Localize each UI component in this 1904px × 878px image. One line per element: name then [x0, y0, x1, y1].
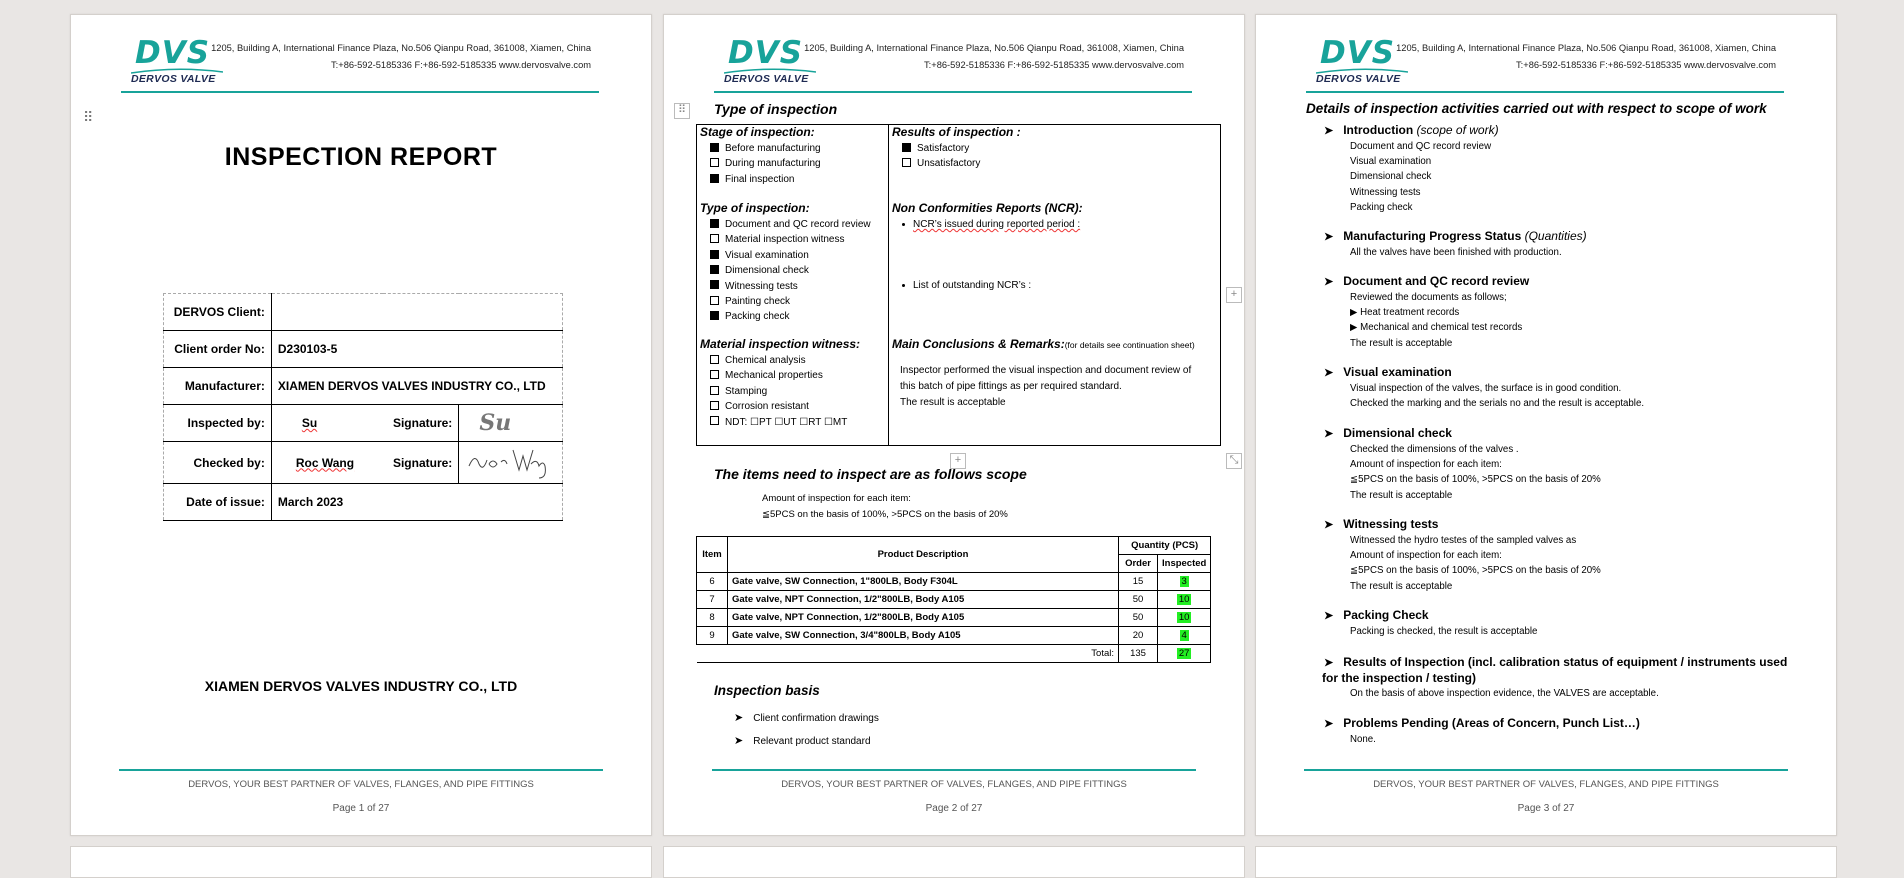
- checkbox-icon[interactable]: [710, 370, 719, 379]
- logo-text: DERVOS VALVE: [724, 73, 809, 85]
- results-heading-3: Results of Inspection (incl. calibration status of equipment / instruments used: [1343, 655, 1788, 669]
- col-inspected: Inspected: [1158, 555, 1211, 573]
- inspected-value: 10: [1178, 594, 1190, 605]
- results-item-label: Satisfactory: [917, 143, 970, 154]
- inspected-by-label: Inspected by:: [164, 405, 272, 442]
- material-item-label: Stamping: [725, 385, 768, 397]
- logo-text: DERVOS VALVE: [1316, 73, 1401, 85]
- material-item[interactable]: [700, 415, 860, 430]
- page-header: [1314, 35, 1776, 97]
- stage-item-label: During manufacturing: [725, 158, 821, 170]
- section-visual: ➤ Visual examination Visual inspection of the valves, the surface is in good condition. Checked the marking and the serials no and the result is acceptable.: [1324, 365, 1794, 411]
- section-packing: ➤ Packing Check Packing is checked, the result is acceptable: [1324, 608, 1794, 639]
- cell-desc: Gate valve, NPT Connection, 1/2"800LB, Body A105: [728, 591, 1119, 609]
- inspected-value: 3: [1181, 576, 1187, 587]
- progress-note: (Quantities): [1524, 229, 1587, 243]
- conclusions-line-1: Inspector performed the visual inspection and document review of: [900, 365, 1192, 376]
- detail-line: Witnessing tests: [1350, 186, 1421, 198]
- date-label: Date of issue:: [164, 484, 272, 521]
- basis-title: Inspection basis: [714, 683, 820, 698]
- detail-line: ≦5PCS on the basis of 100%, >5PCS on the basis of 20%: [1350, 474, 1601, 486]
- type-item[interactable]: [700, 248, 871, 263]
- conclusions-section: [892, 337, 1217, 411]
- cell-desc: Gate valve, NPT Connection, 1/2"800LB, Body A105: [728, 609, 1119, 627]
- material-section: [700, 337, 860, 430]
- header-address: 1205, Building A, International Finance Plaza, No.506 Qianpu Road, 361008, Xiamen, China: [211, 43, 591, 53]
- checkbox-icon[interactable]: [902, 158, 911, 167]
- cell-item: 6: [697, 573, 728, 591]
- table-row: [697, 573, 1211, 591]
- add-column-icon[interactable]: +: [1226, 287, 1242, 303]
- items-table: [696, 536, 1211, 663]
- document-page-1: [70, 14, 652, 836]
- material-item-label: NDT: ☐PT ☐UT ☐RT ☐MT: [725, 416, 848, 428]
- type-item-label: Painting check: [725, 295, 791, 307]
- inspected-value: 4: [1181, 630, 1187, 641]
- header-contacts: T:+86-592-5185336 F:+86-592-5185335 www.dervosvalve.com: [331, 60, 591, 70]
- page-number: Page 1 of 27: [332, 803, 390, 814]
- material-item[interactable]: [700, 399, 860, 414]
- logo-mark: DVS: [1320, 35, 1396, 71]
- basis-item-1: Client confirmation drawings: [753, 713, 879, 724]
- scope-text: [762, 491, 1008, 523]
- checkbox-icon[interactable]: [710, 311, 719, 320]
- checked-by-label: Checked by:: [164, 442, 272, 484]
- order-value[interactable]: D230103-5: [271, 331, 562, 368]
- results-item[interactable]: [892, 156, 1021, 171]
- progress-heading: Manufacturing Progress Status: [1343, 229, 1522, 243]
- ncr-section: [892, 201, 1083, 294]
- conclusions-heading: Main Conclusions & Remarks:: [892, 337, 1065, 351]
- detail-line: Visual inspection of the valves, the surface is in good condition.: [1350, 383, 1622, 394]
- cell-item: 8: [697, 609, 728, 627]
- results-item-label: Unsatisfactory: [917, 158, 981, 170]
- detail-line: On the basis of above inspection evidence, the VALVES are acceptable.: [1350, 688, 1659, 699]
- type-item[interactable]: [700, 217, 871, 232]
- document-review-heading: Document and QC record review: [1343, 274, 1530, 288]
- conclusions-note: (for details see continuation sheet): [1064, 340, 1195, 350]
- client-label: DERVOS Client:: [164, 294, 272, 331]
- footer-slogan: DERVOS, YOUR BEST PARTNER OF VALVES, FLANGES, AND PIPE FITTINGS: [781, 779, 1127, 790]
- date-value[interactable]: March 2023: [271, 484, 562, 521]
- checkbox-icon[interactable]: [710, 401, 719, 410]
- material-item[interactable]: [700, 384, 860, 399]
- type-item[interactable]: [700, 279, 871, 294]
- material-item[interactable]: [700, 353, 860, 368]
- document-review-line: ▶ Mechanical and chemical test records: [1350, 322, 1523, 334]
- header-contacts: T:+86-592-5185336 F:+86-592-5185335 www.dervosvalve.com: [924, 60, 1184, 70]
- total-label: Total:: [697, 645, 1119, 663]
- dimensional-heading: Dimensional check: [1343, 426, 1452, 440]
- visual-heading: Visual examination: [1343, 365, 1452, 379]
- checkbox-icon[interactable]: [710, 416, 719, 425]
- detail-line: Visual examination: [1350, 156, 1432, 168]
- checkbox-icon[interactable]: [710, 296, 719, 305]
- basis-item-2: Relevant product standard: [753, 736, 871, 747]
- document-page-3: [1255, 14, 1837, 836]
- footer-rule: [119, 769, 603, 771]
- material-item[interactable]: [700, 368, 860, 383]
- type-item[interactable]: [700, 294, 871, 309]
- witnessing-heading: Witnessing tests: [1343, 517, 1439, 531]
- section-document-review: ➤ Document and QC record review Reviewed the documents as follows; ▶ Heat treatment records ▶ Mechanical and chemical test records The result is acceptable: [1324, 274, 1794, 351]
- problems-heading: Problems Pending (Areas of Concern, Punch List…): [1343, 716, 1640, 730]
- material-item-label: Chemical analysis: [725, 355, 806, 366]
- stage-item[interactable]: [700, 156, 821, 171]
- type-heading: Type of inspection:: [700, 201, 810, 215]
- checkbox-icon[interactable]: [710, 250, 719, 259]
- checkbox-icon[interactable]: [710, 265, 719, 274]
- section-progress: ➤ Manufacturing Progress Status (Quantities) All the valves have been finished with production.: [1324, 229, 1794, 260]
- col-item: Item: [697, 537, 728, 573]
- logo-text: DERVOS VALVE: [131, 73, 216, 85]
- scope-line-1: Amount of inspection for each item:: [762, 493, 911, 504]
- logo-mark: DVS: [728, 35, 804, 71]
- results-item[interactable]: [892, 141, 1021, 156]
- results-section: [892, 125, 1021, 172]
- detail-line: Document and QC record review: [1350, 141, 1492, 152]
- inspected-by-name: Su: [301, 416, 318, 430]
- section-introduction: ➤ Introduction (scope of work) Document and QC record review Visual examination Dimensional check Witnessing tests Packing check: [1324, 123, 1794, 215]
- section-witnessing: ➤ Witnessing tests Witnessed the hydro testes of the sampled valves as Amount of inspection for each item: ≦5PCS on the basis of 100%, >5PCS on the basis of 20% The result is acceptable: [1324, 517, 1794, 594]
- ncr-heading: Non Conformities Reports (NCR):: [892, 201, 1083, 215]
- material-heading: Material inspection witness:: [700, 337, 861, 351]
- basis-item: ➤ Client confirmation drawings: [734, 712, 879, 724]
- introduction-heading: Introduction: [1343, 123, 1414, 137]
- stage-heading: Stage of inspection:: [700, 125, 815, 139]
- document-page-4-top: [70, 846, 652, 878]
- cell-desc: Gate valve, SW Connection, 1"800LB, Body F304L: [728, 573, 1119, 591]
- type-item-label: Visual examination: [725, 249, 809, 261]
- document-review-line: ▶ Heat treatment records: [1350, 307, 1460, 319]
- checkbox-icon[interactable]: [710, 386, 719, 395]
- detail-line: Checked the dimensions of the valves .: [1350, 444, 1519, 455]
- cell-order: 50: [1119, 609, 1158, 627]
- order-label: Client order No:: [164, 331, 272, 368]
- cell-inspected: [1158, 627, 1211, 645]
- checkbox-icon[interactable]: [710, 143, 719, 152]
- detail-line: Witnessed the hydro testes of the sampled valves as: [1350, 535, 1577, 546]
- type-section: [700, 201, 871, 325]
- type-item-label: Dimensional check: [725, 265, 809, 277]
- company-name: XIAMEN DERVOS VALVES INDUSTRY CO., LTD: [204, 678, 518, 694]
- document-review-line: The result is acceptable: [1350, 337, 1453, 349]
- document-page-6-top: [1255, 846, 1837, 878]
- table-row: [697, 627, 1211, 645]
- stage-item-label: Before manufacturing: [725, 143, 821, 154]
- header-contacts: T:+86-592-5185336 F:+86-592-5185335 www.dervosvalve.com: [1516, 60, 1776, 70]
- cell-order: 15: [1119, 573, 1158, 591]
- table-move-handle-icon[interactable]: ⠿: [674, 103, 690, 119]
- section-dimensional: ➤ Dimensional check Checked the dimensions of the valves . Amount of inspection for each item: ≦5PCS on the basis of 100%, >5PCS on the basis of 20% The result is acceptable: [1324, 426, 1794, 503]
- checkbox-icon[interactable]: [710, 280, 719, 289]
- page-number: Page 2 of 27: [925, 803, 983, 814]
- detail-line: None.: [1350, 734, 1376, 745]
- checkbox-icon[interactable]: [710, 355, 719, 364]
- checkbox-icon[interactable]: [710, 158, 719, 167]
- table-drag-handle-icon[interactable]: ⠿: [83, 109, 94, 125]
- checkbox-icon[interactable]: [902, 143, 911, 152]
- document-page-5-top: [663, 846, 1245, 878]
- checkbox-icon[interactable]: [710, 234, 719, 243]
- footer-rule: [1304, 769, 1788, 771]
- detail-line: Packing is checked, the result is acceptable: [1350, 626, 1538, 637]
- results-heading: Results of inspection :: [892, 125, 1021, 139]
- conclusions-line-3: The result is acceptable: [900, 397, 1006, 408]
- footer-slogan: DERVOS, YOUR BEST PARTNER OF VALVES, FLANGES, AND PIPE FITTINGS: [1373, 779, 1719, 790]
- detail-line: ≦5PCS on the basis of 100%, >5PCS on the basis of 20%: [1350, 565, 1601, 577]
- checkbox-icon[interactable]: [710, 219, 719, 228]
- cell-inspected: [1158, 609, 1211, 627]
- checkbox-icon[interactable]: [710, 174, 719, 183]
- signature-label: Signature:: [383, 405, 459, 442]
- detail-line: Amount of inspection for each item:: [1350, 459, 1502, 471]
- ncr-outstanding: List of outstanding NCR’s :: [913, 280, 1032, 292]
- total-inspected: 27: [1178, 648, 1190, 659]
- checker-signature: [459, 442, 563, 484]
- type-of-inspection-title: Type of inspection: [714, 101, 838, 117]
- stage-item[interactable]: [700, 172, 821, 187]
- col-qty: Quantity (PCS): [1119, 537, 1211, 555]
- stage-section: [700, 125, 821, 187]
- detail-line: Amount of inspection for each item:: [1350, 550, 1502, 562]
- detail-line: Checked the marking and the serials no and the result is acceptable.: [1350, 398, 1645, 410]
- page-number: Page 3 of 27: [1517, 803, 1575, 814]
- detail-line: Packing check: [1350, 201, 1413, 213]
- table-row: [697, 591, 1211, 609]
- type-item[interactable]: [700, 263, 871, 278]
- report-info-table: [163, 293, 563, 521]
- col-desc: Product Description: [728, 537, 1119, 573]
- basis-item: ➤ Relevant product standard: [734, 735, 871, 747]
- report-title: INSPECTION REPORT: [224, 143, 498, 171]
- document-page-2: [663, 14, 1245, 836]
- document-review-line: Reviewed the documents as follows;: [1350, 292, 1507, 303]
- page-header: [129, 35, 591, 97]
- material-item-label: Mechanical properties: [725, 370, 823, 382]
- section-results: ➤ Results of Inspection (incl. calibration status of equipment / instruments used for the inspection / testing) On the basis of above inspection evidence, the VALVES are acceptable.: [1324, 655, 1794, 701]
- footer-slogan: DERVOS, YOUR BEST PARTNER OF VALVES, FLANGES, AND PIPE FITTINGS: [188, 779, 534, 790]
- resize-table-icon[interactable]: ⤡: [1226, 453, 1242, 469]
- header-rule: [1306, 91, 1784, 93]
- detail-line: The result is acceptable: [1350, 489, 1453, 501]
- type-item-label: Witnessing tests: [725, 280, 798, 292]
- col-order: Order: [1119, 555, 1158, 573]
- details-title: Details of inspection activities carried out with respect to scope of work: [1306, 101, 1767, 116]
- detail-line: The result is acceptable: [1350, 580, 1453, 592]
- type-item-label: Packing check: [725, 311, 790, 323]
- material-item-label: Corrosion resistant: [725, 401, 809, 413]
- cell-desc: Gate valve, SW Connection, 3/4"800LB, Body A105: [728, 627, 1119, 645]
- cell-inspected: [1158, 591, 1211, 609]
- conclusions-line-2: this batch of pipe fittings as per required standard.: [900, 381, 1122, 392]
- inspected-value: 10: [1178, 612, 1190, 623]
- cell-order: 20: [1119, 627, 1158, 645]
- cell-order: 50: [1119, 591, 1158, 609]
- type-item-label: Material inspection witness: [725, 234, 845, 246]
- ncr-issued: NCR’s issued during reported period :: [913, 219, 1081, 230]
- add-row-icon[interactable]: +: [950, 453, 966, 469]
- page-header: [722, 35, 1184, 97]
- type-item[interactable]: [700, 309, 871, 324]
- manufacturer-value[interactable]: XIAMEN DERVOS VALVES INDUSTRY CO., LTD: [271, 368, 562, 405]
- stage-item-label: Final inspection: [725, 173, 795, 185]
- type-item-label: Document and QC record review: [725, 219, 871, 230]
- header-rule: [121, 91, 599, 93]
- stage-item[interactable]: [700, 141, 821, 156]
- introduction-note: (scope of work): [1416, 123, 1499, 137]
- header-address: 1205, Building A, International Finance Plaza, No.506 Qianpu Road, 361008, Xiamen, China: [804, 43, 1184, 53]
- signature-label-2: Signature:: [383, 442, 459, 484]
- manufacturer-label: Manufacturer:: [164, 368, 272, 405]
- detail-line: All the valves have been finished with production.: [1350, 247, 1562, 258]
- results-heading-3b: for the inspection / testing): [1322, 671, 1477, 685]
- scope-line-2: ≦5PCS on the basis of 100%, >5PCS on the basis of 20%: [762, 509, 1008, 520]
- type-item[interactable]: [700, 232, 871, 247]
- scope-title: The items need to inspect are as follows scope: [714, 466, 1027, 482]
- table-row: [697, 609, 1211, 627]
- header-rule: [714, 91, 1192, 93]
- header-address: 1205, Building A, International Finance Plaza, No.506 Qianpu Road, 361008, Xiamen, China: [1396, 43, 1776, 53]
- total-order: 135: [1119, 645, 1158, 663]
- logo-mark: DVS: [135, 35, 211, 71]
- inspected-by-value[interactable]: [271, 405, 383, 442]
- detail-line: Dimensional check: [1350, 171, 1432, 183]
- cell-inspected: [1158, 573, 1211, 591]
- footer-rule: [712, 769, 1196, 771]
- section-problems: ➤ Problems Pending (Areas of Concern, Punch List…) None.: [1324, 716, 1794, 747]
- cell-item: 9: [697, 627, 728, 645]
- inspection-type-box: [696, 124, 1221, 446]
- checked-by-name: Roc Wang: [295, 455, 355, 470]
- checked-by-value[interactable]: [271, 442, 383, 484]
- cell-item: 7: [697, 591, 728, 609]
- client-value[interactable]: [271, 294, 562, 331]
- inspector-signature: Su: [459, 405, 563, 442]
- packing-heading: Packing Check: [1343, 608, 1429, 622]
